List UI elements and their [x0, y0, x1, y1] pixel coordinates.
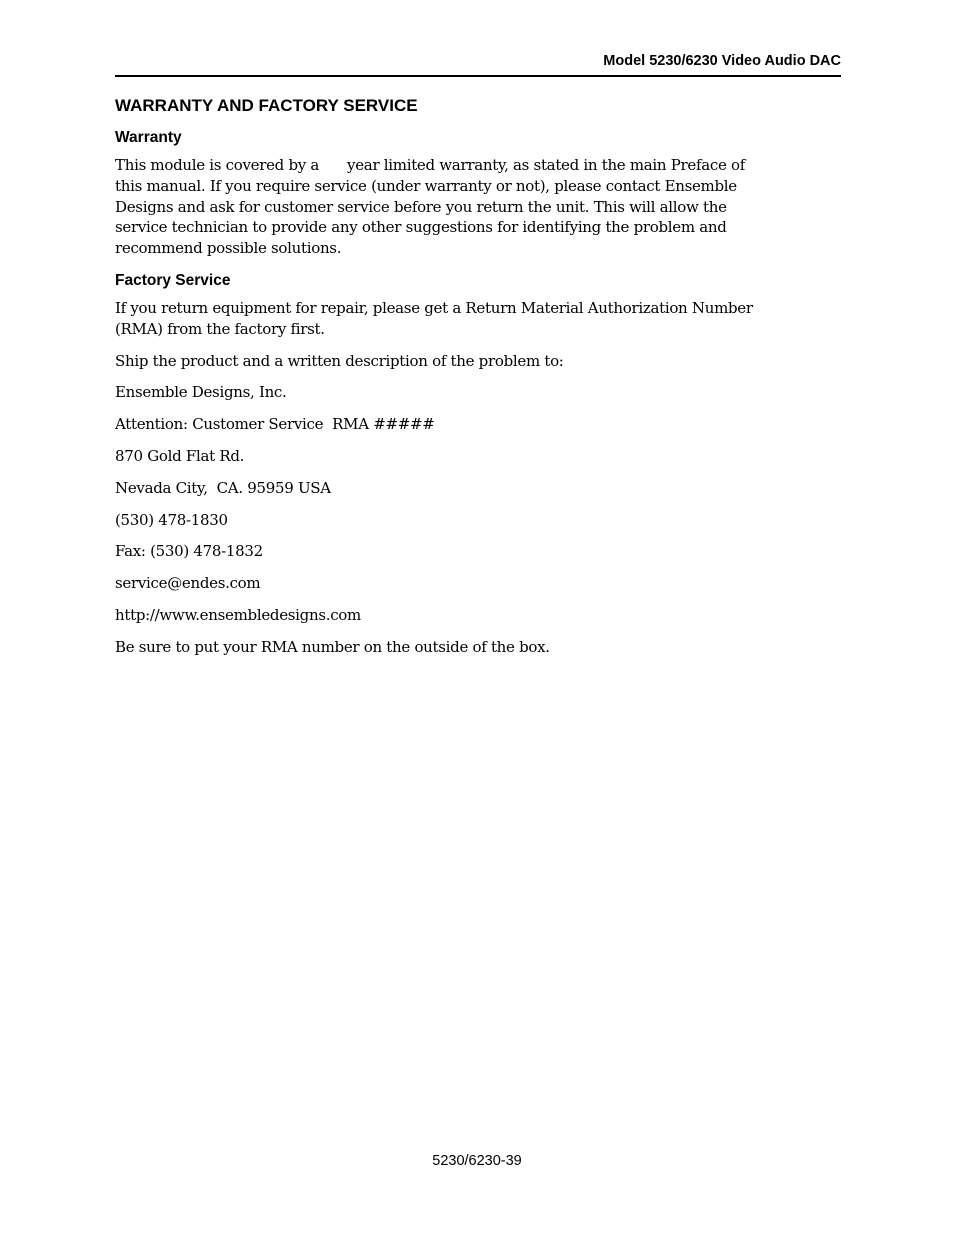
- page-header-title: Model 5230/6230 Video Audio DAC: [603, 53, 841, 69]
- warranty-paragraph: [115, 155, 841, 259]
- address-phone: (530) 478-1830: [115, 510, 228, 529]
- warranty-line-1b: year limited warranty, as stated in the main Preface of: [347, 156, 746, 174]
- address-email: service@endes.com: [115, 574, 261, 593]
- rma-paragraph: [115, 298, 841, 340]
- closing-paragraph: Be sure to put your RMA number on the outside of the box.: [115, 637, 550, 656]
- address-attention: Attention: Customer Service RMA #####: [115, 415, 435, 434]
- warranty-heading: Warranty: [115, 129, 182, 146]
- warranty-line-4: service technician to provide any other suggestions for identifying the problem and: [115, 218, 727, 237]
- warranty-line-1a: This module is covered by a: [115, 156, 320, 174]
- address-company: Ensemble Designs, Inc.: [115, 383, 287, 402]
- header-divider: [115, 75, 841, 77]
- warranty-line-3: Designs and ask for customer service before you return the unit. This will allow the: [115, 197, 727, 216]
- page-content: [115, 95, 841, 669]
- warranty-line-1: [115, 155, 841, 176]
- warranty-line-5: recommend possible solutions.: [115, 239, 342, 258]
- address-website: http://www.ensembledesigns.com: [115, 605, 361, 624]
- address-city: Nevada City, CA. 95959 USA: [115, 478, 331, 497]
- warranty-line-2: this manual. If you require service (under warranty or not), please contact Ensemble: [115, 176, 737, 195]
- address-fax: Fax: (530) 478-1832: [115, 542, 263, 561]
- rma-line-2: (RMA) from the factory first.: [115, 319, 325, 338]
- address-street: 870 Gold Flat Rd.: [115, 446, 245, 465]
- factory-service-heading: Factory Service: [115, 271, 231, 289]
- ship-paragraph: Ship the product and a written description of the problem to:: [115, 351, 564, 370]
- page-number: 5230/6230-39: [432, 1153, 522, 1169]
- section-heading: WARRANTY AND FACTORY SERVICE: [115, 96, 418, 115]
- rma-line-1: If you return equipment for repair, please get a Return Material Authorization Number: [115, 298, 753, 317]
